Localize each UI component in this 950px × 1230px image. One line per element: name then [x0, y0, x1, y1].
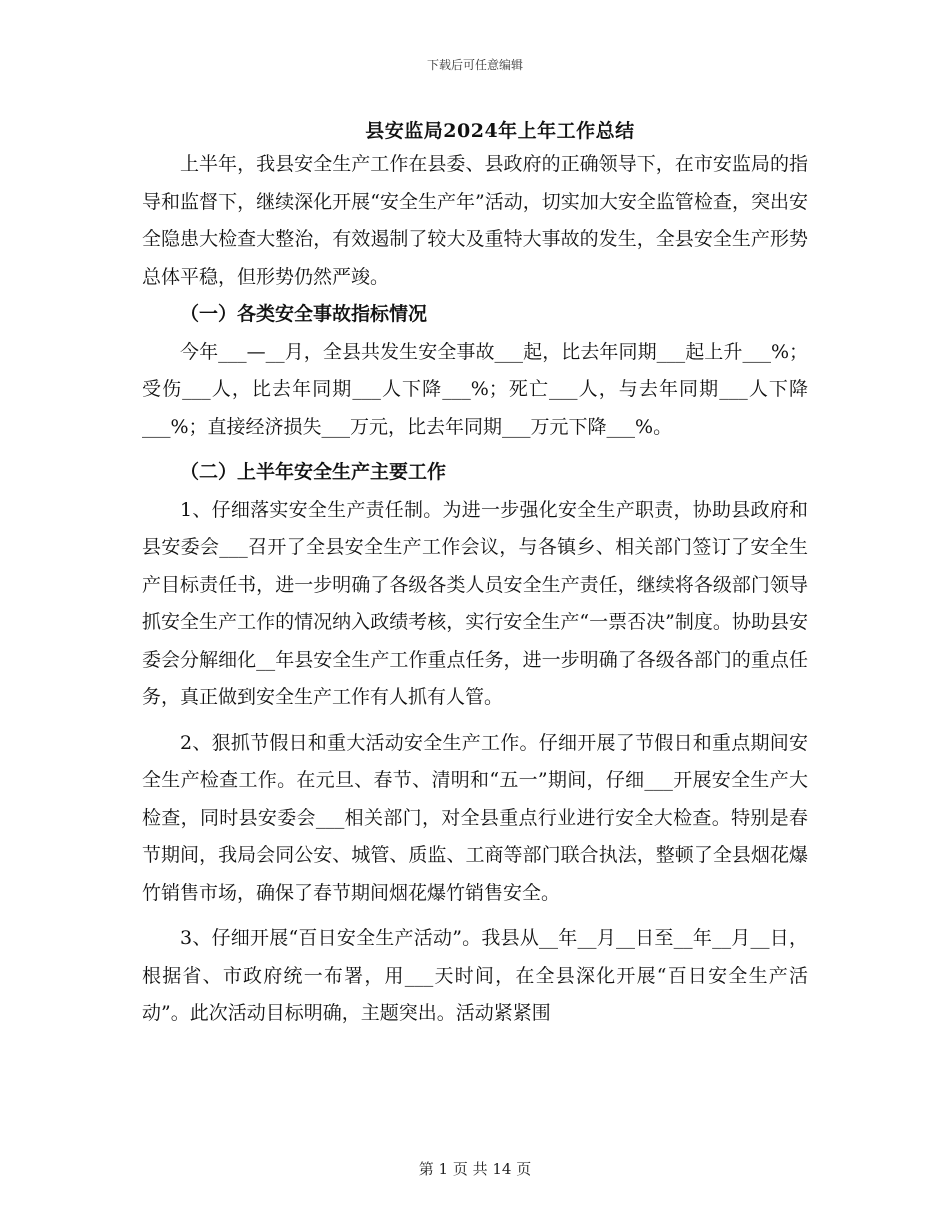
work-item-2-paragraph: 2、狠抓节假日和重大活动安全生产工作。仔细开展了节假日和重点期间安全生产检查工作。在元旦、春节、清明和“五一”期间，仔细___开展安全生产大检查，同时县安委会___相关部门，对全县重点行业进行安全大检查。特别是春节期间，我局会同公安、城管、质监、工商等部门联合执法，整顿了全县烟花爆竹销售市场，确保了春节期间烟花爆竹销售安全。 — [142, 731, 808, 904]
work-item-3-paragraph: 3、仔细开展“百日安全生产活动”。我县从__年__月__日至__年__月__日，根据省、市政府统一布署，用___天时间，在全县深化开展“百日安全生产活动”。此次活动目标明确，主题突出。活动紧紧围 — [142, 927, 808, 1024]
section-heading-2: （二）上半年安全生产主要工作 — [180, 461, 447, 483]
page-header: 下载后可任意编辑 — [426, 58, 523, 72]
section-heading-1: （一）各类安全事故指标情况 — [180, 303, 428, 325]
document-title: 县安监局2024年上年工作总结 — [365, 120, 635, 142]
intro-paragraph: 上半年，我县安全生产工作在县委、县政府的正确领导下，在市安监局的指导和监督下，继续深化开展“安全生产年”活动，切实加大安全监管检查，突出安全隐患大检查大整治，有效遏制了较大及重特大事故的发生，全县安全生产形势总体平稳，但形势仍然严竣。 — [142, 153, 808, 288]
work-item-1-paragraph: 1、仔细落实安全生产责任制。为进一步强化安全生产职责，协助县政府和县安委会___召开了全县安全生产工作会议，与各镇乡、相关部门签订了安全生产目标责任书，进一步明确了各级各类人员安全生产责任，继续将各级部门领导抓安全生产工作的情况纳入政绩考核，实行安全生产“一票否决”制度。协助县安委会分解细化__年县安全生产工作重点任务，进一步明确了各级各部门的重点任务，真正做到安全生产工作有人抓有人管。 — [142, 498, 808, 708]
accident-stats-paragraph: 今年___—__月，全县共发生安全事故___起，比去年同期___起上升___%；受伤___人，比去年同期___人下降___%；死亡___人，与去年同期___人下降___%；直接经济损失___万元，比去年同期___万元下降___%。 — [142, 340, 808, 438]
page-footer: 第 1 页 共 14 页 — [418, 1160, 532, 1178]
document-body — [142, 146, 808, 1033]
